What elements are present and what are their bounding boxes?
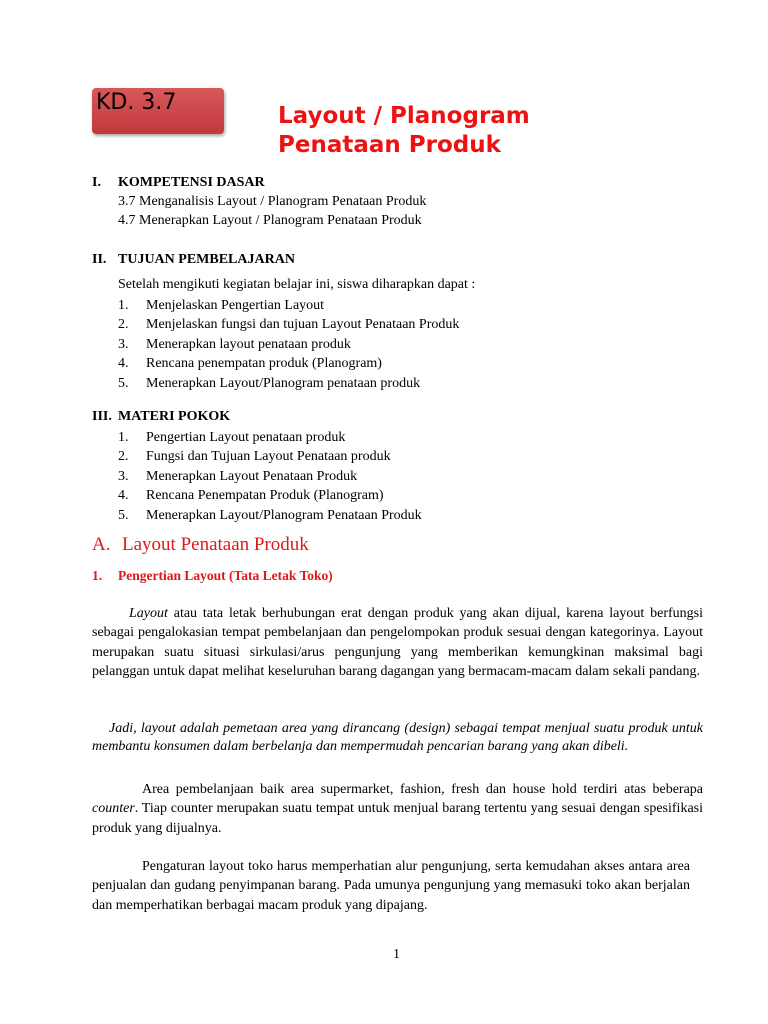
paragraph-text: atau tata letak berhubungan erat dengan produk yang akan dijual, karena layout berfungsi sebagai pengalokasian tempat pembelanjaan dan pengelompokan produk sesuai dengan kategorinya. Layout merupakan suatu situasi sirkulasi/arus pengunjung yang memberikan kemungkinan maksimal bagi pelanggan untuk dapat melihat keseluruhan barang dagangan yang bermacam-macam dalam sekali pandang. (92, 606, 703, 680)
section-1-title: KOMPETENSI DASAR (118, 175, 265, 190)
list-item (118, 296, 459, 315)
emphasis-term: Layout (129, 606, 168, 621)
list-item-number: 4. (118, 488, 129, 504)
list-item-number: 3. (118, 468, 129, 484)
paragraph-summary: Jadi, layout adalah pemetaan area yang dirancang (design) sebagai tempat menjual suatu produk untuk membantu konsumen dalam berbelanja dan mempermudah pencarian barang yang akan dibeli. (92, 721, 703, 754)
subsection-heading-number: 1. (92, 568, 103, 583)
section-1-heading (92, 175, 265, 191)
list-item (118, 335, 459, 354)
paragraph-area (92, 780, 703, 838)
emphasis-term: counter (92, 801, 135, 817)
list-item (118, 374, 459, 393)
section-2-number: II. (92, 252, 107, 267)
list-item-number: 2. (118, 317, 129, 333)
list-item-number: 3. (118, 336, 129, 352)
subsection-heading-text: Pengertian Layout (Tata Letak Toko) (118, 568, 333, 583)
list-item-text: Menerapkan Layout/Planogram Penataan Produk (146, 507, 422, 523)
chapter-heading-text: Layout Penataan Produk (122, 534, 309, 555)
chapter-heading (92, 534, 309, 556)
list-item-text: Menerapkan Layout/Planogram penataan produk (146, 375, 421, 391)
section-3-title: MATERI POKOK (118, 409, 231, 424)
page-title (278, 102, 530, 160)
list-item-text: Pengertian Layout penataan produk (146, 430, 346, 445)
list-item-text: Rencana penempatan produk (Planogram) (146, 356, 382, 372)
kd-label-box (92, 88, 224, 134)
list-item-number: 5. (118, 507, 129, 523)
title-line-2: Penataan Produk (278, 132, 501, 158)
section-2-heading (92, 252, 295, 268)
subsection-heading (92, 568, 333, 584)
list-item (118, 354, 459, 373)
kd-label: KD. 3.7 (96, 90, 177, 115)
list-item-number: 1. (118, 298, 129, 313)
list-item-text: Menerapkan layout penataan produk (146, 336, 351, 352)
objectives-list (118, 296, 459, 393)
paragraph-text: Area pembelanjaan baik area supermarket, fashion, fresh dan house hold terdiri atas beberapa (142, 782, 703, 797)
section-3-heading (92, 409, 230, 425)
section-2-title: TUJUAN PEMBELAJARAN (118, 252, 295, 267)
list-item (118, 428, 422, 447)
list-item (118, 467, 422, 486)
paragraph-text: . Tiap counter merupakan suatu tempat untuk menjual barang tertentu yang sesuai dengan spesifikasi produk yang dijualnya. (92, 801, 703, 836)
list-item (118, 447, 422, 466)
list-item-text: Fungsi dan Tujuan Layout Penataan produk (146, 449, 391, 465)
list-item-text: Menerapkan Layout Penataan Produk (146, 468, 358, 484)
list-item (118, 506, 422, 525)
list-item-number: 5. (118, 375, 129, 391)
list-item-text: Rencana Penempatan Produk (Planogram) (146, 488, 384, 504)
section-2-intro: Setelah mengikuti kegiatan belajar ini, siswa diharapkan dapat : (118, 277, 476, 292)
paragraph-arrangement: Pengaturan layout toko harus memperhatian alur pengunjung, serta kemudahan akses antara area penjualan dan gudang penyimpanan barang. Pada umunya pengunjung yang memasuki toko akan berjalan dan memperhatikan berbagai macam produk yang dipajang. (92, 859, 690, 913)
materials-list (118, 428, 422, 525)
section-3-number: III. (92, 409, 112, 424)
list-item-number: 1. (118, 430, 129, 445)
chapter-heading-number: A. (92, 534, 111, 555)
paragraph-layout-definition (92, 604, 703, 682)
list-item-text: Menjelaskan Pengertian Layout (146, 298, 325, 313)
list-item-number: 2. (118, 449, 129, 465)
section-1-number: I. (92, 175, 101, 190)
list-item-number: 4. (118, 356, 129, 372)
list-item-text: Menjelaskan fungsi dan tujuan Layout Penataan Produk (146, 317, 460, 333)
list-item (118, 486, 422, 505)
list-item (118, 315, 459, 334)
kd-item: 3.7 Menganalisis Layout / Planogram Penataan Produk (118, 194, 427, 209)
title-line-1: Layout / Planogram (278, 103, 530, 129)
kd-item: 4.7 Menerapkan Layout / Planogram Penataan Produk (118, 213, 422, 228)
page-number: 1 (393, 947, 400, 962)
